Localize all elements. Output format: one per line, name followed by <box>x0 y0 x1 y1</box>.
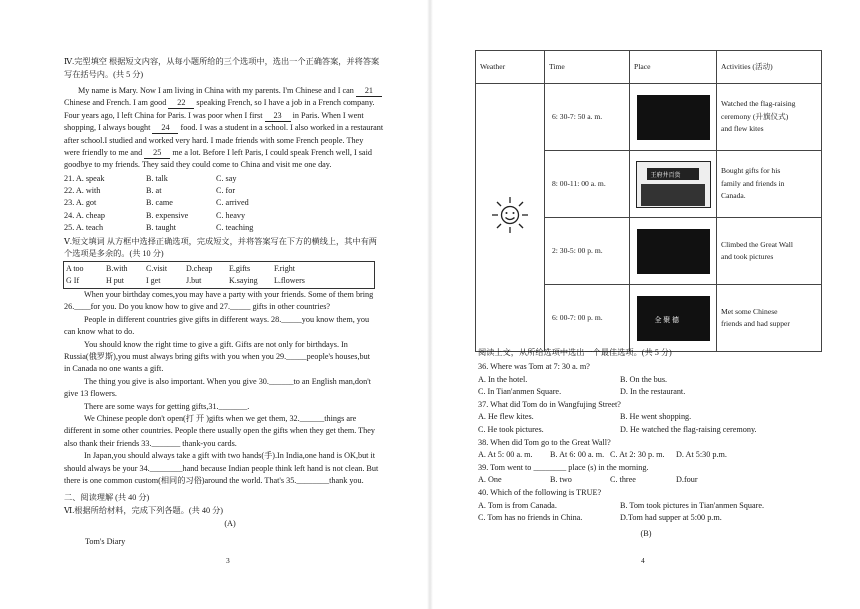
store-front <box>641 184 705 206</box>
table-header-row <box>476 51 822 84</box>
word-option: F.right <box>274 264 295 273</box>
answer-option: D.Tom had supper at 5:00 p.m. <box>620 513 722 523</box>
answer-option: A. He flew kites. <box>478 412 534 422</box>
activity-line: Canada. <box>721 191 746 201</box>
question-text: 39. Tom went to ________ place (s) in the morning. <box>478 462 649 472</box>
option-choice: B. at <box>146 186 162 196</box>
passage-line: also thank their friends 33._______ thank-you cards. <box>64 438 237 448</box>
blank-number: 22 <box>168 97 194 109</box>
answer-option: A. In the hotel. <box>478 374 528 384</box>
passage-text: after school.I studied and worked very hard. I made friends with some French people. They <box>64 135 364 145</box>
word-option: I get <box>146 276 161 285</box>
restaurant-sign: 全 聚 德 <box>654 315 679 324</box>
passage-text: shopping, I always bought <box>64 123 151 133</box>
activity-cell <box>717 84 822 151</box>
activity-line: Bought gifts for his <box>721 166 781 176</box>
answer-option: B. On the bus. <box>620 374 668 384</box>
restaurant-photo <box>637 296 710 341</box>
word-option: K.saying <box>229 276 258 285</box>
answer-option: B. He went shopping. <box>620 412 692 422</box>
diary-table <box>475 50 822 352</box>
word-option: L.flowers <box>274 276 305 285</box>
answer-option: A. One <box>478 475 502 485</box>
option-choice: 21. A. speak <box>64 174 105 183</box>
weather-cell <box>476 84 545 352</box>
section6-title: Ⅵ.根据所给材料，完成下列各题。(共 40 分) <box>64 506 224 515</box>
option-choice: B. taught <box>146 222 177 232</box>
section4-title-cont: 写在括号内。(共 5 分) <box>64 70 144 79</box>
passage-line <box>64 147 372 159</box>
blank-number: 25 <box>144 147 170 159</box>
option-choice: C. teaching <box>216 222 254 232</box>
passage-line: give 13 flowers. <box>64 389 117 399</box>
activity-line: Watched the flag-raising <box>721 99 796 109</box>
passage-text: speaking French, so I have a job in a French company. <box>196 98 375 108</box>
answer-option: C. He took pictures. <box>478 425 544 434</box>
passage-line <box>78 85 382 97</box>
diary-title: Tom's Diary <box>85 537 126 546</box>
answer-option: A. At 5: 00 a. m. <box>478 450 533 460</box>
section5-title: Ⅴ.短文填词 从方框中选择正确选项，完成短文，并将答案写在下方的横线上，其中有两 <box>64 237 377 246</box>
word-option: D.cheap <box>186 264 213 273</box>
word-option: E.gifts <box>229 264 251 273</box>
passage-line <box>64 110 364 122</box>
passage-line: There are some ways for getting gifts,31._______. <box>84 401 250 411</box>
flag-raising-photo <box>637 95 710 140</box>
passage-line: When your birthday comes,you may have a party with your friends. Some of them bring <box>84 290 374 299</box>
word-option: C.visit <box>146 264 168 273</box>
passage-line: different in some other countries. People there usually open the gifts when they get them. They <box>64 426 375 436</box>
blank-number: 23 <box>265 110 291 122</box>
activity-line: friends and had supper <box>721 319 790 328</box>
right-page <box>430 0 860 609</box>
passage-text: My name is Mary. Now I am living in China with my parents. I'm Chinese and I can <box>78 86 354 95</box>
answer-option: C. three <box>610 475 636 485</box>
answer-option: D. In the restaurant. <box>620 387 686 397</box>
activity-line: and flew kites <box>721 124 764 134</box>
option-choice: C. for <box>216 186 236 196</box>
word-box <box>63 261 375 289</box>
answer-option: C. Tom has no friends in China. <box>478 513 583 523</box>
passage-text: food. I was a student in a school. I also worked in a restaurant <box>180 123 384 133</box>
passage-line: In Japan,you should always take a gift with two hands(手).In India,one hand is OK,but it <box>84 451 376 461</box>
passage-text: Four years ago, I left China for Paris. I was poor when I first <box>64 110 263 120</box>
passage-line: should always be your 34.________hand because Indian people think left hand is not clean. But <box>64 463 379 473</box>
answer-option: B. two <box>550 475 572 485</box>
passage-line <box>64 135 363 146</box>
word-option: J.but <box>186 276 202 285</box>
passage-line: You should know the right time to give a gift. Gifts are not only for birthdays. In <box>84 339 348 349</box>
passage-line: The thing you give is also important. When you give 30.______to an English man,don't <box>84 376 371 386</box>
time-cell: 8: 00-11: 00 a. m. <box>545 151 630 218</box>
header-time: Time <box>545 51 630 84</box>
answer-option: A. Tom is from Canada. <box>478 500 557 510</box>
passage-line <box>64 122 383 134</box>
passage-text: were friendly to me and <box>64 148 143 157</box>
reading-section-title: 二、阅读理解 (共 40 分) <box>64 493 150 502</box>
word-option: G If <box>66 276 80 285</box>
great-wall-photo <box>637 229 710 274</box>
header-activities: Activities (活动) <box>717 51 822 84</box>
blank-number: 21 <box>356 85 382 97</box>
place-cell <box>630 218 717 285</box>
passage-line: in Canada no one wants a gift. <box>64 364 164 374</box>
store-photo <box>636 161 711 208</box>
passage-text: me a lot. Before I left Paris, I could speak French well, I said <box>172 148 372 157</box>
time-cell: 2: 30-5: 00 p. m. <box>545 218 630 285</box>
answer-option: D. At 5:30 p.m. <box>676 450 727 460</box>
activity-cell <box>717 285 822 352</box>
option-choice: 25. A. teach <box>64 222 104 232</box>
part-a-label: (A) <box>224 519 236 528</box>
passage-line: Russia(俄罗斯),you must always bring gifts with you when you 29._____people's houses,but <box>64 352 370 361</box>
page-number-left: 3 <box>226 556 230 565</box>
passage-text: goodbye to my friends. They said they could come to China and visit me one day. <box>64 160 332 170</box>
option-choice: B. came <box>146 198 173 208</box>
header-place: Place <box>630 51 717 84</box>
section5-title-cont: 个选项是多余的。(共 10 分) <box>64 249 164 258</box>
answer-option: C. At 2: 30 p. m. <box>610 450 665 460</box>
question-text: 37. What did Tom do in Wangfujing Street? <box>478 399 621 409</box>
passage-line: there is one common custom(相同的习俗)around the world. That's 35.________thank you. <box>64 476 364 485</box>
passage-line: can know what to do. <box>64 327 135 337</box>
word-option: A too <box>66 264 84 273</box>
question-text: 38. When did Tom go to the Great Wall? <box>478 437 611 447</box>
option-choice: B. expensive <box>146 210 189 220</box>
place-cell <box>630 84 717 151</box>
activity-line: ceremony (升旗仪式) <box>721 111 789 121</box>
time-cell: 6: 00-7: 00 p. m. <box>545 285 630 352</box>
option-choice: C. say <box>216 174 237 183</box>
activity-cell <box>717 151 822 218</box>
passage-line: 26.____for you. Do you know how to give and 27._____ gifts in other countries? <box>64 302 331 312</box>
page-number-right: 4 <box>641 556 645 565</box>
header-weather: Weather <box>476 51 545 84</box>
passage-line <box>64 159 331 170</box>
passage-line <box>64 97 375 109</box>
blank-number: 24 <box>152 122 178 134</box>
place-cell <box>630 285 717 352</box>
part-b-label: (B) <box>640 529 652 538</box>
activity-line: Met some Chinese <box>721 306 778 316</box>
store-sign: 王府井百货 <box>650 172 681 179</box>
section4-title: Ⅳ.完型填空 根据短文内容，从每小题所给的三个选项中，选出一个正确答案，并将答案 <box>64 57 380 66</box>
activity-line: Climbed the Great Wall <box>721 239 794 249</box>
option-choice: 24. A. cheap <box>64 210 105 220</box>
option-choice: 23. A. got <box>64 198 97 208</box>
passage-text: in Paris. When I went <box>292 110 364 120</box>
sun-icon <box>490 195 530 235</box>
table-row <box>476 84 822 151</box>
passage-text: Chinese and French. I am good <box>64 98 167 108</box>
passage-line: We Chinese people don't open(打 开 )gifts when we get them, 32.______things are <box>84 414 357 423</box>
option-choice: C. heavy <box>216 210 246 220</box>
answer-option: D. He watched the flag-raising ceremony. <box>620 425 757 434</box>
option-choice: C. arrived <box>216 198 249 208</box>
answer-option: C. In Tian'anmen Square. <box>478 387 562 397</box>
question-text: 40. Which of the following is TRUE? <box>478 488 602 497</box>
question-text: 36. Where was Tom at 7: 30 a. m? <box>478 362 590 371</box>
passage-line: People in different countries give gifts in different ways. 28._____you know them, you <box>84 314 370 324</box>
reading-instruction: 阅读上文，从所给选项中选出一个最佳选项。(共 5 分) <box>478 348 672 357</box>
activity-line: and took pictures <box>721 252 774 261</box>
answer-option: D.four <box>676 475 698 485</box>
activity-line: family and friends in <box>721 178 785 188</box>
time-cell: 6: 30-7: 50 a. m. <box>545 84 630 151</box>
answer-option: B. Tom took pictures in Tian'anmen Square. <box>620 500 765 510</box>
option-choice: 22. A. with <box>64 186 101 196</box>
option-choice: B. talk <box>146 174 168 183</box>
place-cell <box>630 151 717 218</box>
activity-cell <box>717 218 822 285</box>
answer-option: B. At 6: 00 a. m. <box>550 450 605 460</box>
word-option: H put <box>106 276 124 285</box>
word-option: B.with <box>106 264 128 273</box>
